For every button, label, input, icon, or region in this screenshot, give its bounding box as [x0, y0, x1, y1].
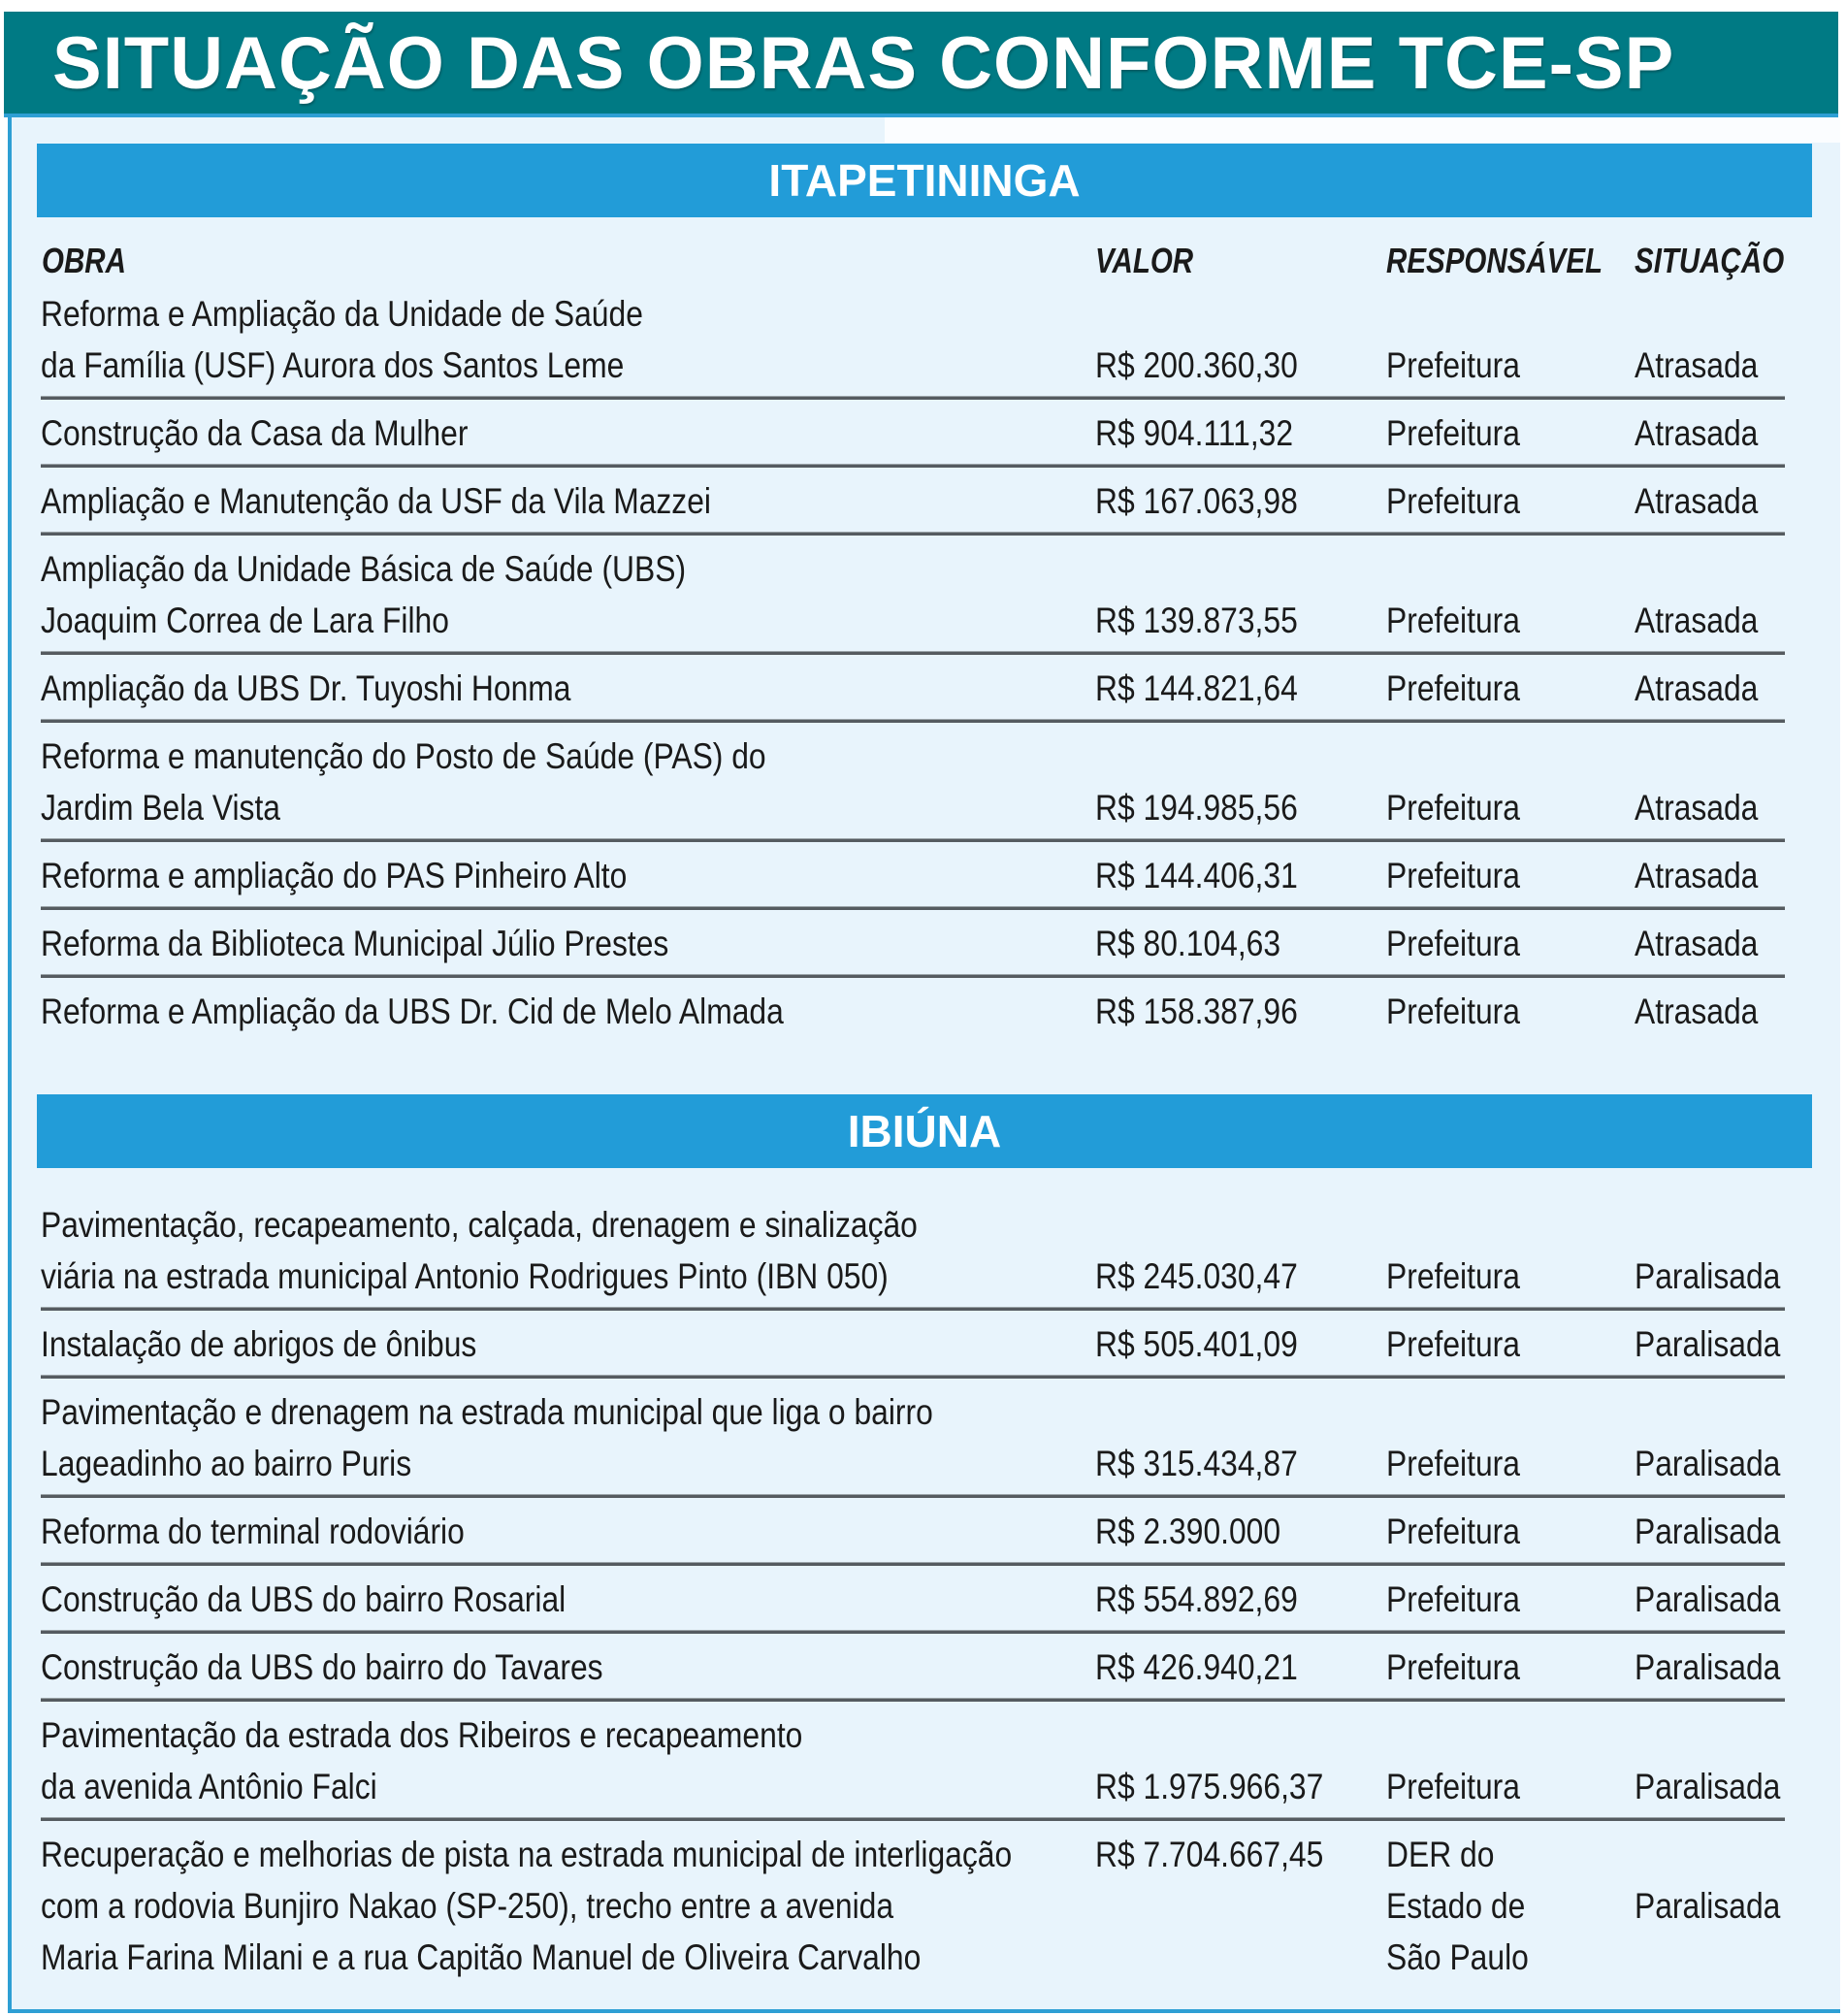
cell-obra: Lageadinho ao bairro Puris: [41, 1444, 412, 1483]
cell-situacao: Paralisada: [1635, 1886, 1781, 1926]
cell-situacao: Atrasada: [1635, 601, 1759, 640]
cell-situacao: Paralisada: [1635, 1647, 1781, 1687]
cell-obra: Construção da UBS do bairro Rosarial: [41, 1579, 567, 1619]
cell-responsavel: DER do: [1386, 1835, 1495, 1874]
cell-situacao: Atrasada: [1635, 481, 1759, 521]
table-row: [41, 731, 1785, 833]
cell-valor: R$ 158.387,96: [1095, 992, 1298, 1031]
row-divider: [41, 1698, 1785, 1702]
cell-responsavel: Prefeitura: [1386, 788, 1520, 828]
row-divider: [41, 719, 1785, 723]
cell-obra: da Família (USF) Aurora dos Santos Leme: [41, 345, 625, 385]
cell-obra: da avenida Antônio Falci: [41, 1767, 377, 1806]
row-divider: [41, 974, 1785, 978]
table-row: [41, 918, 1785, 969]
cell-responsavel: Estado de: [1386, 1886, 1526, 1926]
cell-valor: R$ 139.873,55: [1095, 601, 1298, 640]
cell-situacao: Paralisada: [1635, 1767, 1781, 1806]
cell-valor: R$ 7.704.667,45: [1095, 1835, 1324, 1874]
cell-valor: R$ 80.104,63: [1095, 924, 1281, 963]
cell-responsavel: Prefeitura: [1386, 992, 1520, 1031]
table-row: [41, 1199, 1785, 1302]
cell-obra: Reforma do terminal rodoviário: [41, 1512, 465, 1551]
row-divider: [41, 651, 1785, 655]
column-header-situacao: SITUAÇÃO: [1635, 241, 1785, 280]
cell-situacao: Atrasada: [1635, 668, 1759, 708]
cell-valor: R$ 426.940,21: [1095, 1647, 1298, 1687]
cell-situacao: Atrasada: [1635, 992, 1759, 1031]
cell-obra: Pavimentação da estrada dos Ribeiros e recapeamento: [41, 1715, 803, 1755]
cell-responsavel: Prefeitura: [1386, 924, 1520, 963]
cell-responsavel: Prefeitura: [1386, 856, 1520, 895]
cell-obra: Ampliação da UBS Dr. Tuyoshi Honma: [41, 668, 571, 708]
cell-situacao: Atrasada: [1635, 924, 1759, 963]
cell-situacao: Atrasada: [1635, 788, 1759, 828]
row-divider: [41, 396, 1785, 400]
cell-valor: R$ 904.111,32: [1095, 413, 1294, 453]
cell-obra: Recuperação e melhorias de pista na estrada municipal de interligação: [41, 1835, 1013, 1874]
cell-valor: R$ 1.975.966,37: [1095, 1767, 1324, 1806]
cell-valor: R$ 200.360,30: [1095, 345, 1298, 385]
cell-obra: viária na estrada municipal Antonio Rodrigues Pinto (IBN 050): [41, 1256, 889, 1296]
cell-obra: Ampliação da Unidade Básica de Saúde (UBS): [41, 549, 687, 589]
row-divider: [41, 1562, 1785, 1566]
row-divider: [41, 1307, 1785, 1311]
cell-situacao: Paralisada: [1635, 1444, 1781, 1483]
column-header-responsavel: RESPONSÁVEL: [1386, 241, 1603, 280]
cell-responsavel: Prefeitura: [1386, 1767, 1520, 1806]
table-row: [41, 1386, 1785, 1489]
cell-situacao: Atrasada: [1635, 413, 1759, 453]
cell-responsavel: Prefeitura: [1386, 1512, 1520, 1551]
page-title: SITUAÇÃO DAS OBRAS CONFORME TCE-SP: [52, 22, 1675, 105]
cell-responsavel: Prefeitura: [1386, 1579, 1520, 1619]
cell-situacao: Paralisada: [1635, 1324, 1781, 1364]
row-divider: [41, 1375, 1785, 1379]
row-divider: [41, 838, 1785, 842]
table-row: [41, 850, 1785, 901]
table-row: [41, 1709, 1785, 1812]
cell-responsavel: Prefeitura: [1386, 413, 1520, 453]
cell-responsavel: Prefeitura: [1386, 1324, 1520, 1364]
cell-responsavel: Prefeitura: [1386, 1256, 1520, 1296]
table-row: [41, 1318, 1785, 1370]
cell-valor: R$ 554.892,69: [1095, 1579, 1298, 1619]
table-row: [41, 1642, 1785, 1693]
row-divider: [41, 1817, 1785, 1821]
cell-valor: R$ 315.434,87: [1095, 1444, 1298, 1483]
row-divider: [41, 906, 1785, 910]
table-row: [41, 1506, 1785, 1557]
table-row: [41, 986, 1785, 1037]
column-header-valor: VALOR: [1095, 241, 1194, 280]
cell-obra: Maria Farina Milani e a rua Capitão Manuel de Oliveira Carvalho: [41, 1937, 922, 1977]
cell-obra: Reforma e Ampliação da Unidade de Saúde: [41, 294, 643, 334]
cell-obra: Pavimentação, recapeamento, calçada, drenagem e sinalização: [41, 1205, 918, 1245]
cell-responsavel: Prefeitura: [1386, 601, 1520, 640]
table-row: [41, 475, 1785, 527]
cell-situacao: Atrasada: [1635, 345, 1759, 385]
cell-obra: Instalação de abrigos de ônibus: [41, 1324, 477, 1364]
cell-responsavel: Prefeitura: [1386, 1444, 1520, 1483]
cell-obra: Jardim Bela Vista: [41, 788, 281, 828]
cell-obra: Reforma e Ampliação da UBS Dr. Cid de Melo Almada: [41, 992, 784, 1031]
cell-valor: R$ 245.030,47: [1095, 1256, 1298, 1296]
table-row: [41, 1574, 1785, 1625]
column-header-obra: OBRA: [42, 241, 126, 280]
title-bar: [4, 12, 1838, 117]
cell-obra: Reforma e manutenção do Posto de Saúde (PAS) do: [41, 736, 766, 776]
cell-obra: Joaquim Correa de Lara Filho: [41, 601, 449, 640]
cell-responsavel: São Paulo: [1386, 1937, 1529, 1977]
table-row: [41, 288, 1785, 391]
section-header-ibiuna: IBIÚNA: [37, 1094, 1812, 1168]
table-row: [41, 407, 1785, 459]
cell-situacao: Atrasada: [1635, 856, 1759, 895]
cell-valor: R$ 2.390.000: [1095, 1512, 1281, 1551]
row-divider: [41, 464, 1785, 468]
cell-obra: Reforma e ampliação do PAS Pinheiro Alto: [41, 856, 628, 895]
cell-responsavel: Prefeitura: [1386, 668, 1520, 708]
table-row: [41, 1829, 1785, 1983]
cell-obra: Ampliação e Manutenção da USF da Vila Mazzei: [41, 481, 711, 521]
cell-situacao: Paralisada: [1635, 1512, 1781, 1551]
cell-obra: Reforma da Biblioteca Municipal Júlio Prestes: [41, 924, 669, 963]
cell-obra: Construção da Casa da Mulher: [41, 413, 469, 453]
cell-obra: com a rodovia Bunjiro Nakao (SP-250), trecho entre a avenida: [41, 1886, 894, 1926]
cell-valor: R$ 194.985,56: [1095, 788, 1298, 828]
section-header-itapetininga: ITAPETININGA: [37, 144, 1812, 217]
table-row: [41, 543, 1785, 646]
row-divider: [41, 1630, 1785, 1634]
table-row: [41, 663, 1785, 714]
cell-valor: R$ 144.406,31: [1095, 856, 1298, 895]
cell-obra: Pavimentação e drenagem na estrada municipal que liga o bairro: [41, 1392, 933, 1432]
cell-responsavel: Prefeitura: [1386, 481, 1520, 521]
row-divider: [41, 1494, 1785, 1498]
cell-situacao: Paralisada: [1635, 1579, 1781, 1619]
cell-valor: R$ 144.821,64: [1095, 668, 1298, 708]
cell-responsavel: Prefeitura: [1386, 345, 1520, 385]
cell-valor: R$ 505.401,09: [1095, 1324, 1298, 1364]
cell-obra: Construção da UBS do bairro do Tavares: [41, 1647, 603, 1687]
cell-valor: R$ 167.063,98: [1095, 481, 1298, 521]
cell-situacao: Paralisada: [1635, 1256, 1781, 1296]
panel-highlight: [885, 117, 1840, 143]
cell-responsavel: Prefeitura: [1386, 1647, 1520, 1687]
row-divider: [41, 532, 1785, 536]
